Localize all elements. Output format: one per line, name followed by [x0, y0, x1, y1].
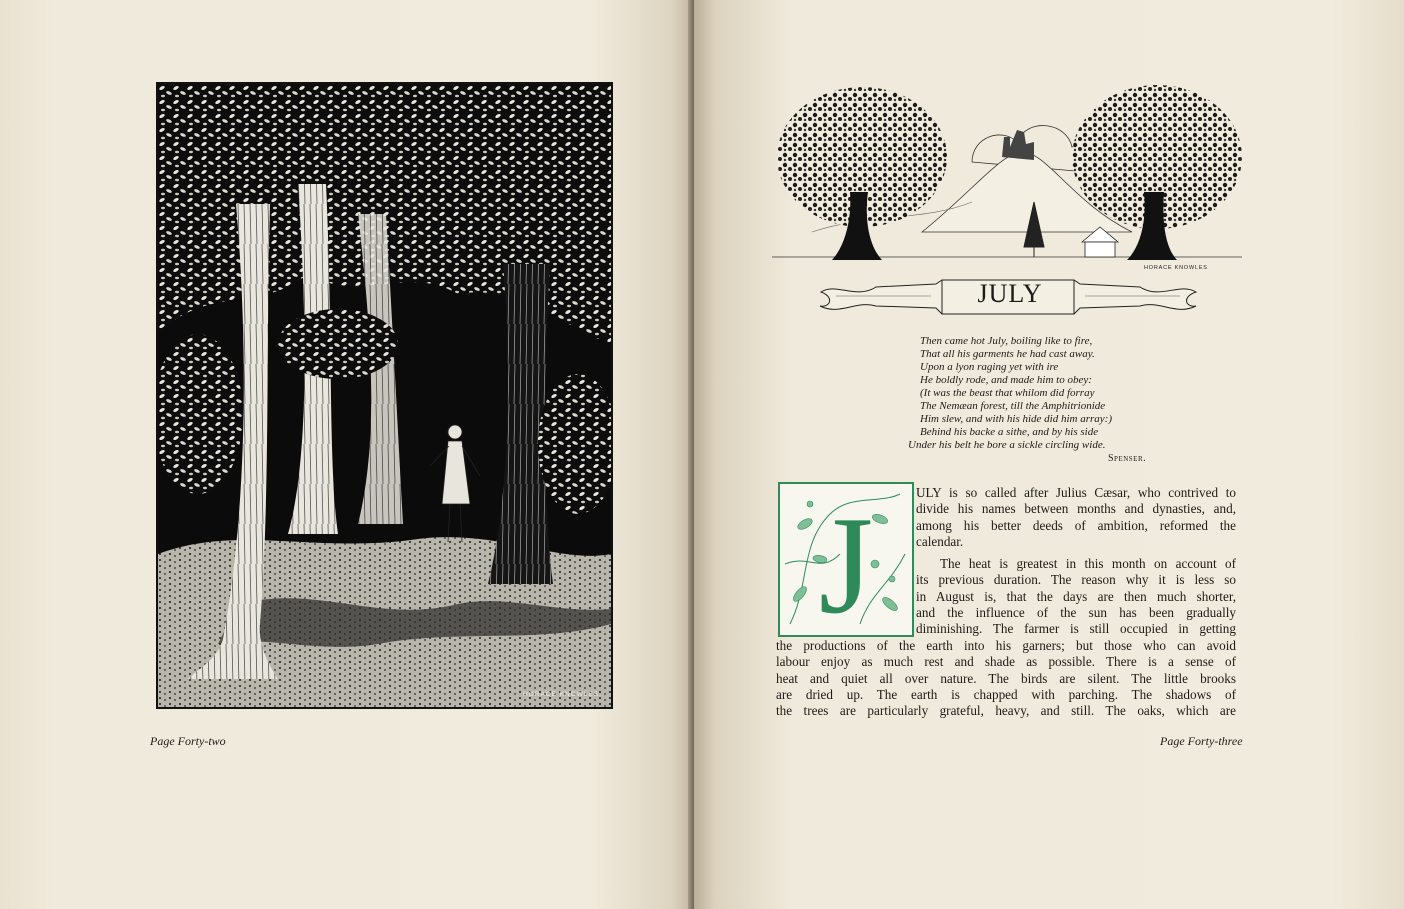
folio-right: Page Forty-three: [1160, 734, 1243, 748]
month-title: JULY: [977, 279, 1043, 308]
body-line: calendar.: [916, 533, 964, 549]
poem-line: Under his belt he bore a sickle circling wide.: [908, 439, 1106, 451]
dropcap-letter: J: [818, 488, 874, 635]
body-line: the trees are particularly grateful, heavy, and still. The oaks, which are: [776, 703, 1236, 719]
poem-line: Then came hot July, boiling like to fire,: [920, 335, 1093, 347]
headpiece-signature: HORACE KNOWLES: [1144, 265, 1208, 271]
poem-line: Upon a lyon raging yet with ire: [920, 361, 1059, 373]
body-paragraph-2-continued: [776, 638, 1236, 719]
poem-line: He boldly rode, and made him to obey:: [920, 374, 1092, 386]
body-line: and the influence of the sun has been gradually: [916, 604, 1236, 620]
folio-left: Page Forty-two: [150, 734, 226, 748]
illustration-signature: HORACE KNOWLES.: [523, 691, 602, 698]
poem-line: (It was the beast that whilom did forray: [920, 387, 1095, 399]
body-line: are dried up. The earth is chapped with parching. The shadows of: [776, 686, 1236, 702]
body-paragraph-2: [916, 556, 1236, 637]
poem-line: The Nemæan forest, till the Amphitrionide: [920, 400, 1106, 412]
headpiece-illustration: [772, 82, 1242, 272]
body-line: ULY is so called after Julius Cæsar, who contrived to: [916, 485, 1236, 500]
body-line: diminishing. The farmer is still occupied in getting: [916, 621, 1236, 637]
poem-line: That all his garments he had cast away.: [920, 348, 1095, 360]
body-line: heat and quiet all over nature. The birds are silent. The little brooks: [776, 670, 1236, 686]
body-line: labour enjoy as much rest and shade as possible. There is a sense of: [776, 654, 1236, 670]
body-line: its previous duration. The reason why it is less so: [916, 572, 1236, 588]
body-line: divide his names between months and dynasties, and,: [916, 501, 1236, 517]
poem-attribution: Spenser.: [1108, 453, 1147, 464]
poem-line: Behind his backe a sithe, and by his side: [920, 426, 1099, 438]
decorated-dropcap: [778, 482, 914, 637]
poem-line: Him slew, and with his hide did him array:): [920, 413, 1112, 425]
body-line: in August is, that the days are then much shorter,: [916, 588, 1236, 604]
body-line: The heat is greatest in this month on account of: [940, 556, 1236, 571]
body-line: the productions of the earth into his garners; but those who can avoid: [776, 638, 1236, 653]
body-line: among his better deeds of ambition, reformed the: [916, 517, 1236, 533]
epigraph-poem: [908, 335, 1168, 452]
forest-illustration: [156, 82, 613, 709]
body-paragraph-1: [916, 485, 1236, 550]
